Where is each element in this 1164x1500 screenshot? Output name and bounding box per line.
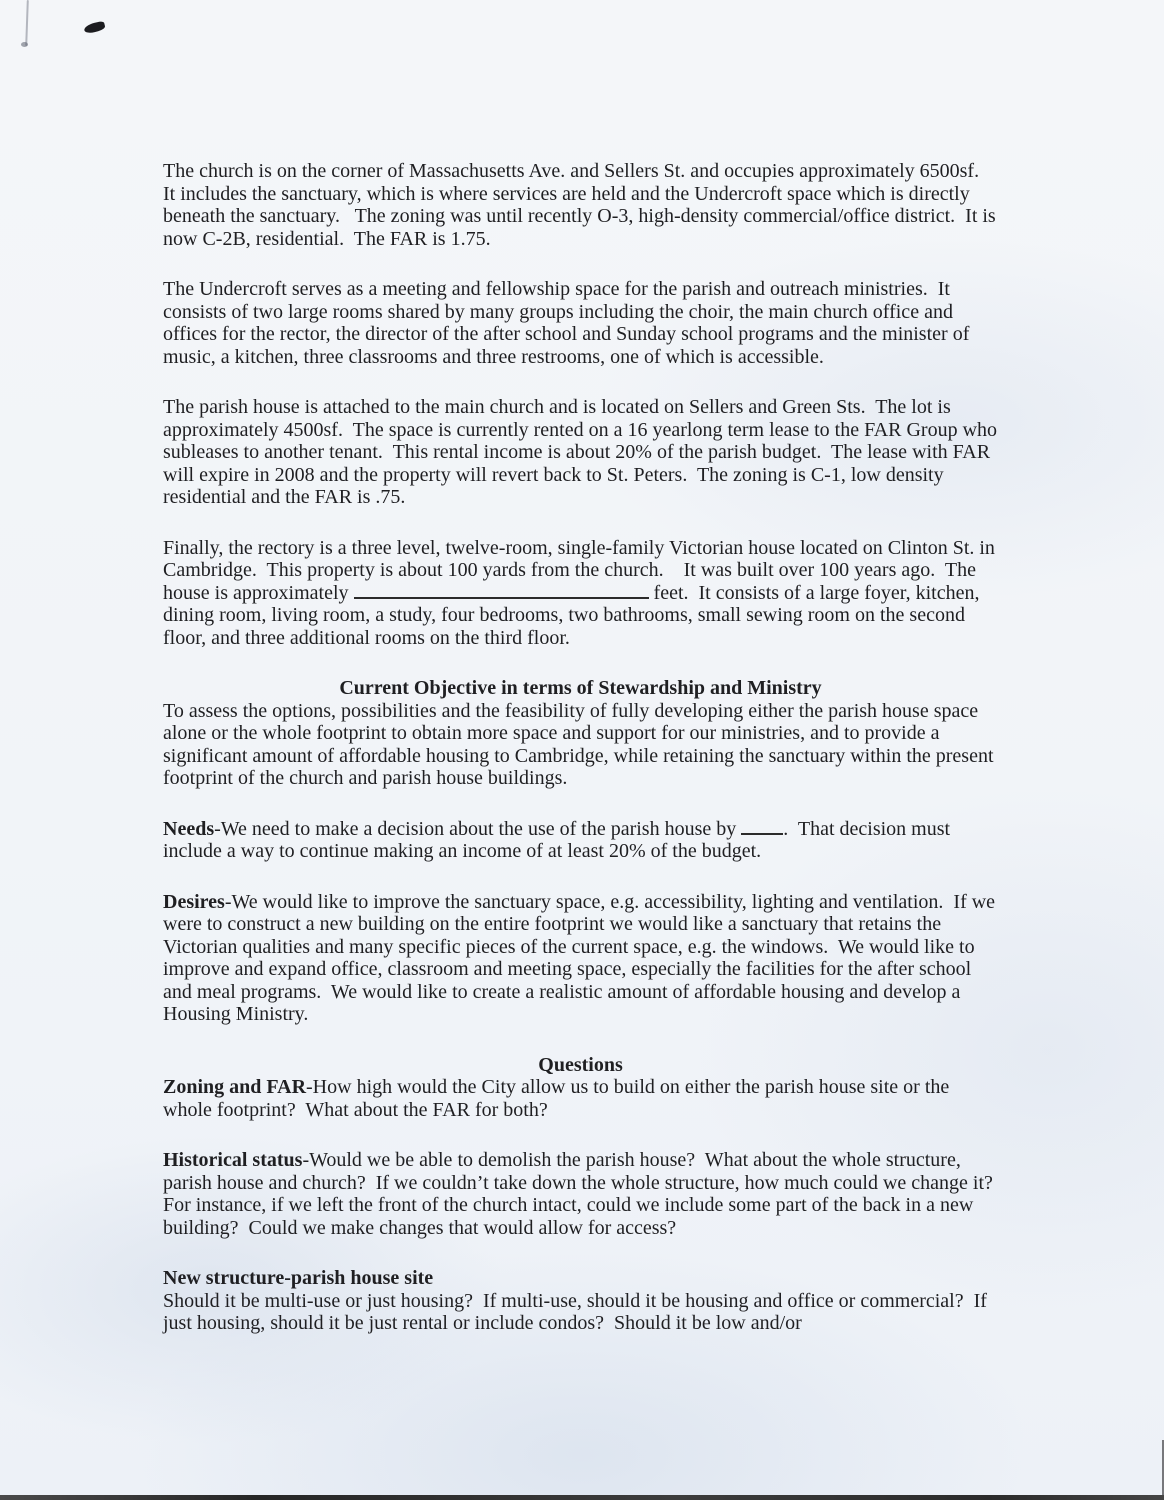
paragraph-text: . That decision must include a way to continue making an income of at least 20% of the budget.: [163, 817, 956, 862]
scan-edge-bar: [0, 1495, 1164, 1500]
paragraph-parish-house: The parish house is attached to the main church and is located on Sellers and Green Sts. The lot is approximately 4500sf. The space is currently rented on a 16 yearlong term lease to the FAR Group who subleases to another tenant. This rental income is about 20% of the parish budget. The lease with FAR will expire in 2008 and the property will revert back to St. Peters. The zoning is C-1, low density residential and the FAR is .75.: [163, 396, 1003, 508]
paragraph-zoning: [163, 1076, 998, 1121]
heading-new-structure: New structure-parish house site: [163, 1267, 434, 1289]
paragraph-new-structure: Should it be multi-use or just housing? If multi-use, should it be housing and office or commercial? If just housing, should it be just rental or include condos? Should it be low and/or: [163, 1289, 992, 1334]
paragraph-objective: To assess the options, possibilities and the feasibility of fully developing either the parish house space alone or the whole footprint to obtain more space and support for our ministries, and to provide a significant amount of affordable housing to Cambridge, while retaining the sanctuary within the present footprint of the church and parish house buildings.: [163, 699, 999, 789]
paragraph-rectory: [163, 537, 998, 650]
scratch-mark: [25, 0, 29, 46]
paragraph-text: -We need to make a decision about the use of the parish house by: [214, 817, 742, 840]
historical-lead-label: Historical status: [163, 1149, 303, 1171]
paragraph-undercroft: The Undercroft serves as a meeting and fellowship space for the parish and outreach ministries. It consists of two large rooms shared by many groups including the choir, the main church office and offices for the rector, the director of the after school and Sunday school programs and the minister of music, a kitchen, three classrooms and three restrooms, one of which is accessible.: [163, 278, 975, 368]
blank-underline: [354, 584, 649, 599]
paragraph-text: -How high would the City allow us to build on either the parish house site or the whole footprint? What about the FAR for both?: [163, 1076, 955, 1121]
scratch-dot: [21, 42, 28, 47]
paragraph-text: -We would like to improve the sanctuary space, e.g. accessibility, lighting and ventilation. If we were to construct a new building on the entire footprint we would like a sanctuary that retains the Victorian qualities and many specific pieces of the current space, e.g. the windows. We would like to improve and expand office, classroom and meeting space, especially the facilities for the after school and meal programs. We would like to create a realistic amount of affordable housing and develop a Housing Ministry.: [163, 890, 1001, 1025]
paragraph-text: -Would we be able to demolish the parish house? What about the whole structure, parish house and church? If we couldn’t take down the whole structure, how much could we change it? For instance, if we left the front of the church intact, could we include some part of the back in a new building? Could we make changes that would allow for access?: [163, 1149, 1003, 1239]
document-content: [163, 160, 1003, 1363]
paragraph-desires: [163, 890, 1001, 1026]
paragraph-historical: [163, 1149, 1003, 1239]
needs-lead-label: Needs: [163, 817, 215, 840]
paragraph-text: Finally, the rectory is a three level, twelve-room, single-family Victorian house located on Clinton St. in Cambridge. This property is about 100 yards from the church. It was built over 100 years ago. The house is approximately: [163, 536, 1000, 604]
heading-objective: Current Objective in terms of Stewardship and Ministry: [339, 677, 822, 699]
blank-underline: [741, 820, 783, 835]
desires-lead-label: Desires: [163, 890, 225, 913]
zoning-lead-label: Zoning and FAR: [163, 1076, 307, 1098]
heading-questions: Questions: [538, 1053, 623, 1076]
paragraph-text: feet. It consists of a large foyer, kitchen, dining room, living room, a study, four bedrooms, two bathrooms, small sewing room on the second floor, and three additional rooms on the third floor.: [163, 581, 985, 649]
paragraph-needs: [163, 818, 998, 863]
pen-mark: [83, 21, 106, 35]
paragraph-church: The church is on the corner of Massachusetts Ave. and Sellers St. and occupies approximately 6500sf. It includes the sanctuary, which is where services are held and the Undercroft space which is directly beneath the sanctuary. The zoning was until recently O-3, high-density commercial/office district. It is now C-2B, residential. The FAR is 1.75.: [163, 160, 1001, 250]
